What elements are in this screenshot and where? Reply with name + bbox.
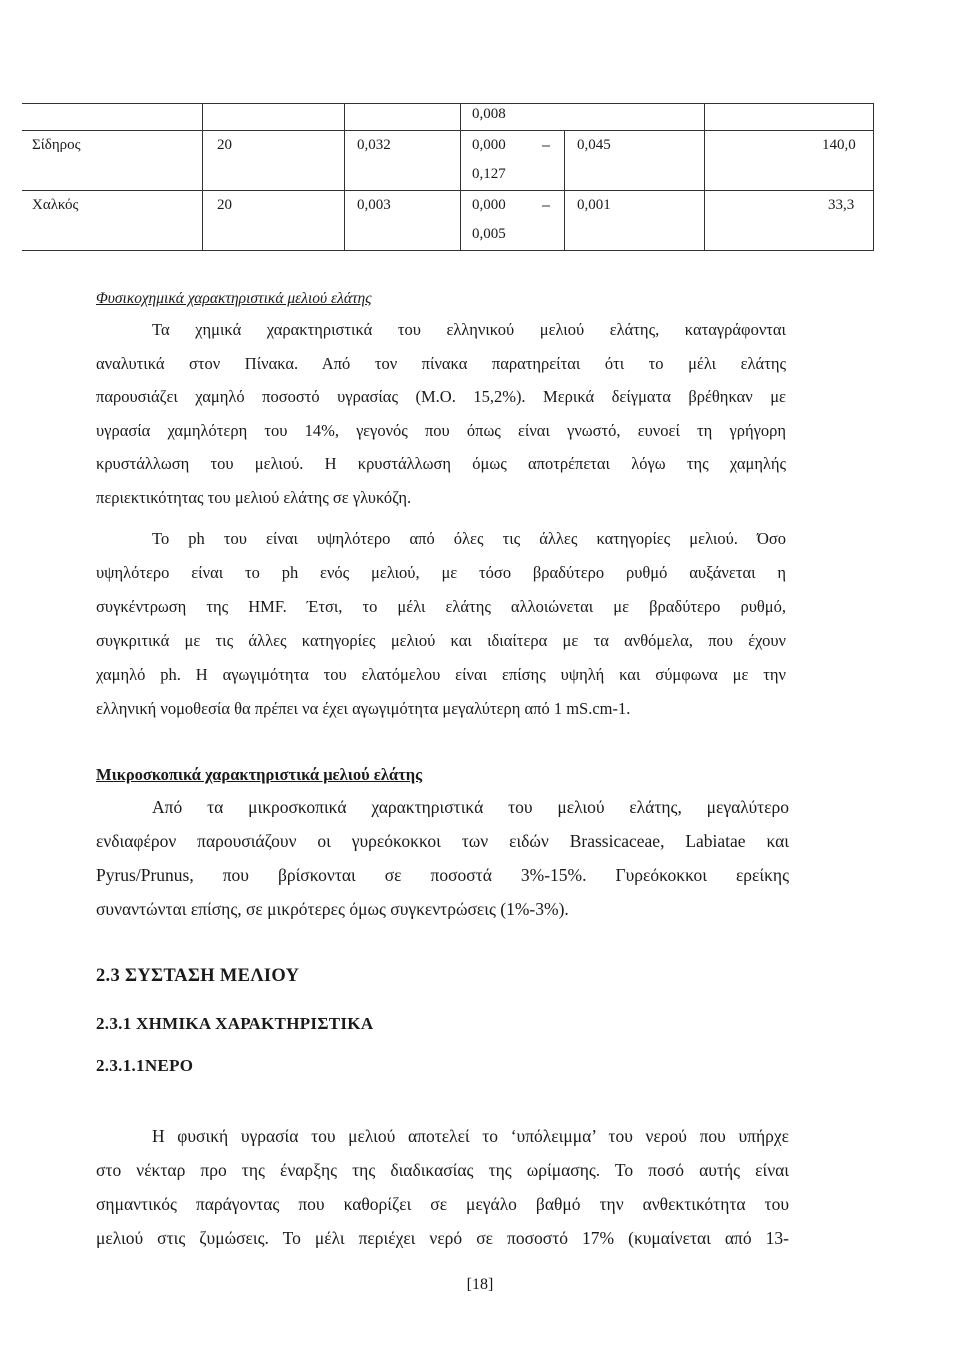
paragraph-microscopic bbox=[96, 790, 789, 926]
text-line: συναντώνται επίσης, σε μικρότερες όμως συγκεντρώσεις (1%-3%). bbox=[96, 899, 569, 919]
table-cell-cv: 33,3 bbox=[828, 197, 855, 213]
table-rule bbox=[460, 103, 461, 251]
text-line: σημαντικός παράγοντας που καθορίζει σε μεγάλο βαθμό την ανθεκτικότητα του bbox=[96, 1194, 789, 1214]
text-line: ελληνική νομοθεσία θα πρέπει να έχει αγωγιμότητα μεγαλύτερη από 1 mS.cm-1. bbox=[96, 699, 631, 718]
table-cell-n: 20 bbox=[217, 137, 232, 153]
text-line: ενδιαφέρον παρουσιάζουν οι γυρεόκοκκοι των ειδών Brassicaceae, Labiatae και bbox=[96, 831, 789, 851]
heading-water: 2.3.1.1ΝΕΡΟ bbox=[96, 1056, 194, 1075]
paragraph-ph bbox=[96, 522, 786, 726]
text-line: αναλυτικά στον Πίνακα. Από τον πίνακα παρατηρείται ότι το μέλι ελάτης bbox=[96, 353, 786, 373]
table-cell-range-high: 0,005 bbox=[472, 226, 506, 242]
text-line: υγρασία χαμηλότερη του 14%, γεγονός που όπως είναι γνωστό, ευνοεί τη γρήγορη bbox=[96, 420, 786, 440]
text-line: Pyrus/Prunus, που βρίσκονται σε ποσοστά 3%-15%. Γυρεόκοκκοι ερείκης bbox=[96, 865, 789, 885]
table-rule bbox=[22, 103, 874, 104]
table-rule bbox=[873, 103, 874, 251]
table-rule bbox=[22, 190, 874, 191]
range-dash bbox=[542, 205, 550, 207]
table-cell-sd: 0,045 bbox=[577, 137, 611, 153]
table-cell-mean: 0,032 bbox=[357, 137, 391, 153]
text-line: χαμηλό ph. Η αγωγιμότητα του ελατόμελου είναι επίσης υψηλή και σύμφωνα με την bbox=[96, 665, 786, 684]
table-cell-name: Χαλκός bbox=[32, 197, 79, 213]
table-cell-range-low: 0,000 bbox=[472, 137, 506, 153]
text-line: παρουσιάζει χαμηλό ποσοστό υγρασίας (Μ.Ο. 15,2%). Μερικά δείγματα βρέθηκαν με bbox=[96, 387, 786, 406]
table-cell: 0,008 bbox=[472, 106, 506, 122]
table-cell-mean: 0,003 bbox=[357, 197, 391, 213]
text-line: περιεκτικότητας του μελιού ελάτης σε γλυκόζη. bbox=[96, 487, 412, 507]
table-rule bbox=[22, 250, 874, 251]
text-line: Η φυσική υγρασία του μελιού αποτελεί το ‘υπόλειμμα’ του νερού που υπήρχε bbox=[152, 1126, 789, 1146]
range-dash bbox=[542, 145, 550, 147]
table-cell-range-high: 0,127 bbox=[472, 166, 506, 182]
table-rule bbox=[704, 103, 705, 251]
text-line: στο νέκταρ προ της έναρξης της διαδικασίας της ωρίμασης. Το ποσό αυτής είναι bbox=[96, 1160, 789, 1180]
heading-composition: 2.3 ΣΥΣΤΑΣΗ ΜΕΛΙΟΥ bbox=[96, 966, 300, 986]
table-cell-cv: 140,0 bbox=[822, 137, 856, 153]
composition-table bbox=[22, 103, 874, 251]
table-cell-sd: 0,001 bbox=[577, 197, 611, 213]
paragraph-water bbox=[96, 1119, 789, 1255]
heading-chemical: 2.3.1 ΧΗΜΙΚΑ ΧΑΡΑΚΤΗΡΙΣΤΙΚΑ bbox=[96, 1014, 374, 1033]
section-heading-physicochemical: Φυσικοχημικά χαρακτηριστικά μελιού ελάτης bbox=[96, 290, 372, 307]
section-heading-microscopic: Μικροσκοπικά χαρακτηριστικά μελιού ελάτης bbox=[96, 765, 423, 784]
text-line: συγκριτικά με τις άλλες κατηγορίες μελιού και ιδιαίτερα με τα ανθόμελα, που έχουν bbox=[96, 631, 786, 650]
text-line: Το ph του είναι υψηλότερο από όλες τις άλλες κατηγορίες μελιού. Όσο bbox=[152, 529, 786, 548]
table-rule bbox=[564, 130, 565, 251]
text-line: Από τα μικροσκοπικά χαρακτηριστικά του μελιού ελάτης, μεγαλύτερο bbox=[152, 797, 789, 817]
table-rule bbox=[22, 130, 874, 131]
text-line: μελιού στις ζυμώσεις. Το μέλι περιέχει νερό σε ποσοστό 17% (κυμαίνεται από 13- bbox=[96, 1228, 789, 1248]
table-cell-n: 20 bbox=[217, 197, 232, 213]
paragraph-physicochemical bbox=[96, 313, 786, 514]
table-cell-name: Σίδηρος bbox=[32, 137, 81, 153]
text-line: υψηλότερο είναι το ph ενός μελιού, με τόσο βραδύτερο ρυθμό αυξάνεται η bbox=[96, 563, 786, 582]
table-cell-range-low: 0,000 bbox=[472, 197, 506, 213]
text-line: συγκέντρωση της HMF. Έτσι, το μέλι ελάτης αλλοιώνεται με βραδύτερο ρυθμό, bbox=[96, 597, 786, 616]
page-number: [18] bbox=[466, 1276, 494, 1293]
table-rule bbox=[202, 103, 203, 251]
table-rule bbox=[344, 103, 345, 251]
text-line: κρυστάλλωση του μελιού. Η κρυστάλλωση όμως αποτρέπεται λόγω της χαμηλής bbox=[96, 454, 786, 473]
text-line: Τα χημικά χαρακτηριστικά του ελληνικού μελιού ελάτης, καταγράφονται bbox=[152, 320, 786, 339]
